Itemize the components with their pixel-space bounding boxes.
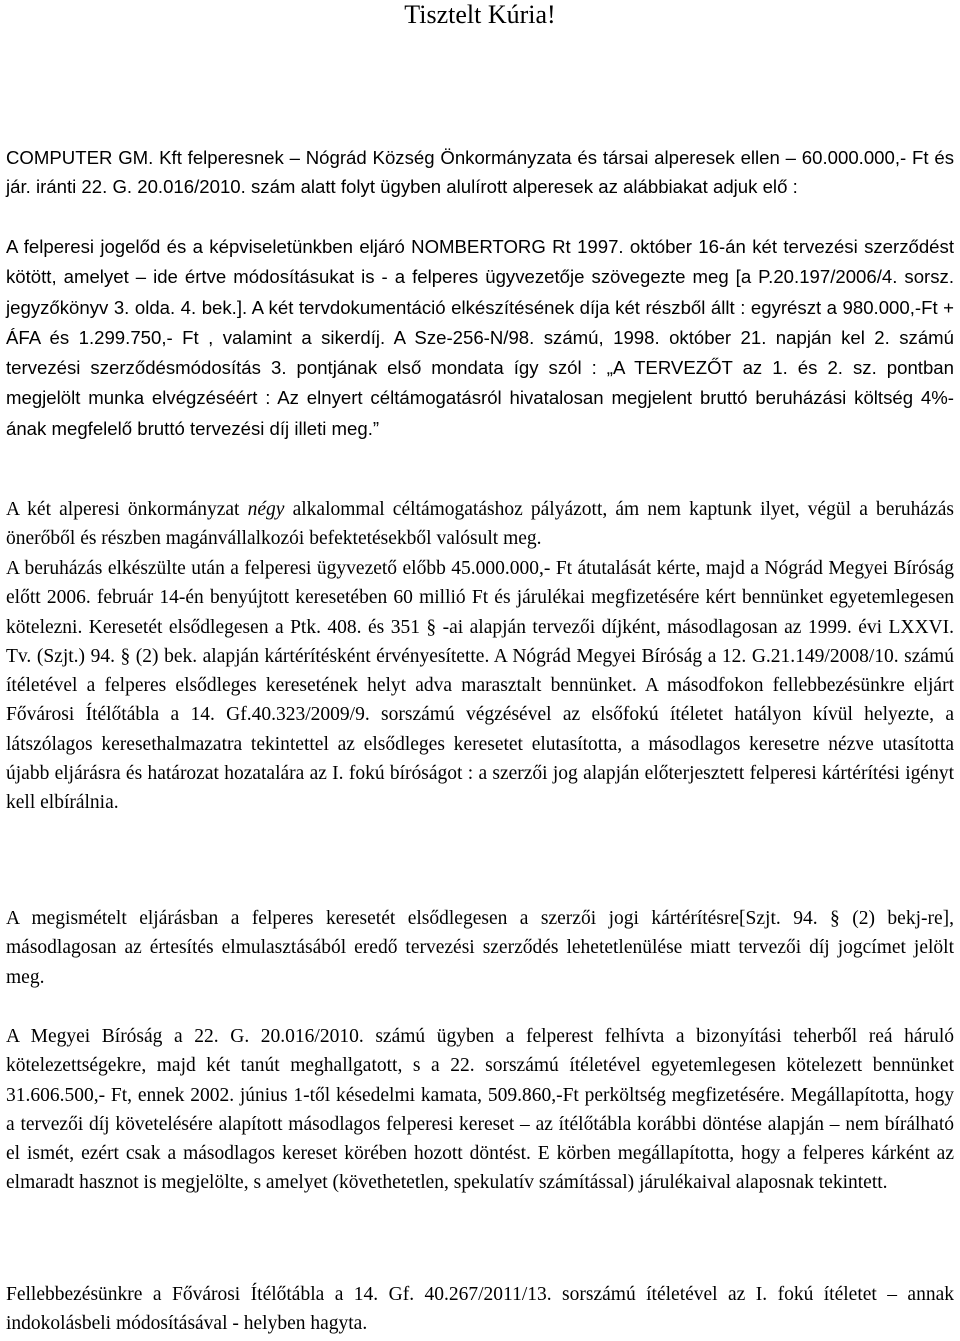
paragraph-proceedings: A beruházás elkészülte után a felperesi ügyvezető előbb 45.000.000,- Ft átutalását kérte, majd a Nógrád Megyei Bíróság előtt 2006. február 14-én benyújtott keresetében 60 millió Ft és járulékai megfizetésére kért bennünket egyetemlegesen kötelezni. Keresetét elsődlegesen a Ptk. 408. és 351 § -ai alapján tervezői díjként, másodlagosan az 1999. évi LXXVI. Tv. (Szjt.) 94. § (2) bek. alapján kártérítésként érvényesítette. A Nógrád Megyei Bíróság a 12. G.21.149/2008/10. számú ítéletével a felperes elsődleges keresetének helyt adva marasztalt bennünket. A másodfokon fellebbezésünkre eljárt Fővárosi Ítélőtábla a 14. Gf.40.323/2009/9. sorszámú végzésével az elsőfokú ítéletet hatályon kívül helyezte, a látszólagos keresethalmazatra tekintettel az elsődleges keresetet elutasította, a másodlagos keresetre nézve utasította újabb eljárásra és határozat hozatalára az I. fokú bíróságot : a szerzői jog alapján előterjesztett felperesi kártérítési igényt kell elbírálnia.: [6, 558, 954, 814]
paragraph-repeated-procedure: A megismételt eljárásban a felperes keresetét elsődlegesen a szerzői jogi kártérítésre[Szjt. 94. § (2) bekj-re], másodlagosan az értesítés elmulasztásából eredő tervezési szerződés lehetetlenülése miatt tervezői díj jogcímet jelölt meg.: [6, 908, 954, 988]
document-page: [6, 0, 954, 1335]
paragraph-appeal: Fellebbezésünkre a Fővárosi Ítélőtábla a 14. Gf. 40.267/2011/13. sorszámú ítéletével az I. fokú ítéletet – annak indokolásbeli módosításával - helyben hagyta.: [6, 1284, 954, 1335]
paragraph-contract-text: [6, 232, 954, 444]
applications-text-after: alkalommal céltámogatáshoz pályázott, ám nem kaptunk ilyet, végül a beruházás önerőből és részben magánvállalkozói befektetésekből valósult meg.: [6, 499, 954, 550]
contract-text: A felperesi jogelőd és a képviseletünkben eljáró NOMBERTORG Rt 1997. október 16-án két tervezési szerződést kötött, amelyet – ide értve módosításukat is - a felperes ügyvezetője szövegezte meg [a P.20.197/2006/4. sorsz. jegyzőkönyv 3. olda. 4. bek.]. A két tervdokumentáció elkészítésének díja két részből állt : egyrészt a 980.000,-Ft + ÁFA és 1.299.750,- Ft , valamint a sikerdíj. A Sze-256-N/98. számú, 1998. október 21. napján kel 2. számú tervezési szerződésmódosítás 3. pontjának első mondata így szól : „A TERVEZŐT az 1. és 2. sz. pontban megjelölt munka elvégzéséért : Az elnyert céltámogatásról hivatalosan megjelent bruttó beruházási költség 4%-ának megfelelő bruttó tervezési díj illeti meg.”: [6, 236, 954, 439]
intro-paragraph: COMPUTER GM. Kft felperesnek – Nógrád Község Önkormányzata és társai alperesek ellen – 60.000.000,- Ft és jár. iránti 22. G. 20.016/2010. szám alatt folyt ügyben alulírott alperesek az alábbiakat adjuk elő :: [6, 147, 954, 198]
document-title: Tisztelt Kúria!: [404, 0, 556, 29]
paragraph-contract: [6, 232, 954, 444]
paragraph-county-court: A Megyei Bíróság a 22. G. 20.016/2010. számú ügyben a felperest felhívta a bizonyítási teherből reá háruló kötelezettségekre, majd két tanút meghallgatott, s a 22. sorszámú ítéletével egyetemlegesen kötelezett bennünket 31.606.500,- Ft, ennek 2002. június 1-től késedelmi kamata, 509.860,-Ft perköltség megfizetésére. Megállapította, hogy a tervezői díj követelésére alapított másodlagos felperesi kereset – az ítélőtábla korábbi döntése alapján – nem bírálható el ismét, ezért csak a másodlagos kereset körében hozott döntést. E körben megállapította, hogy a felperes kárként az elmaradt hasznot is megjelölte, s amelyet (követhetetlen, spekulatív számítással) járulékaival alaposnak tekintett.: [6, 1026, 954, 1194]
applications-text-before: A két alperesi önkormányzat: [6, 499, 248, 520]
paragraph-applications: [6, 495, 954, 554]
applications-text-italic: négy: [247, 499, 285, 520]
paragraph-applications-text: [6, 495, 954, 554]
